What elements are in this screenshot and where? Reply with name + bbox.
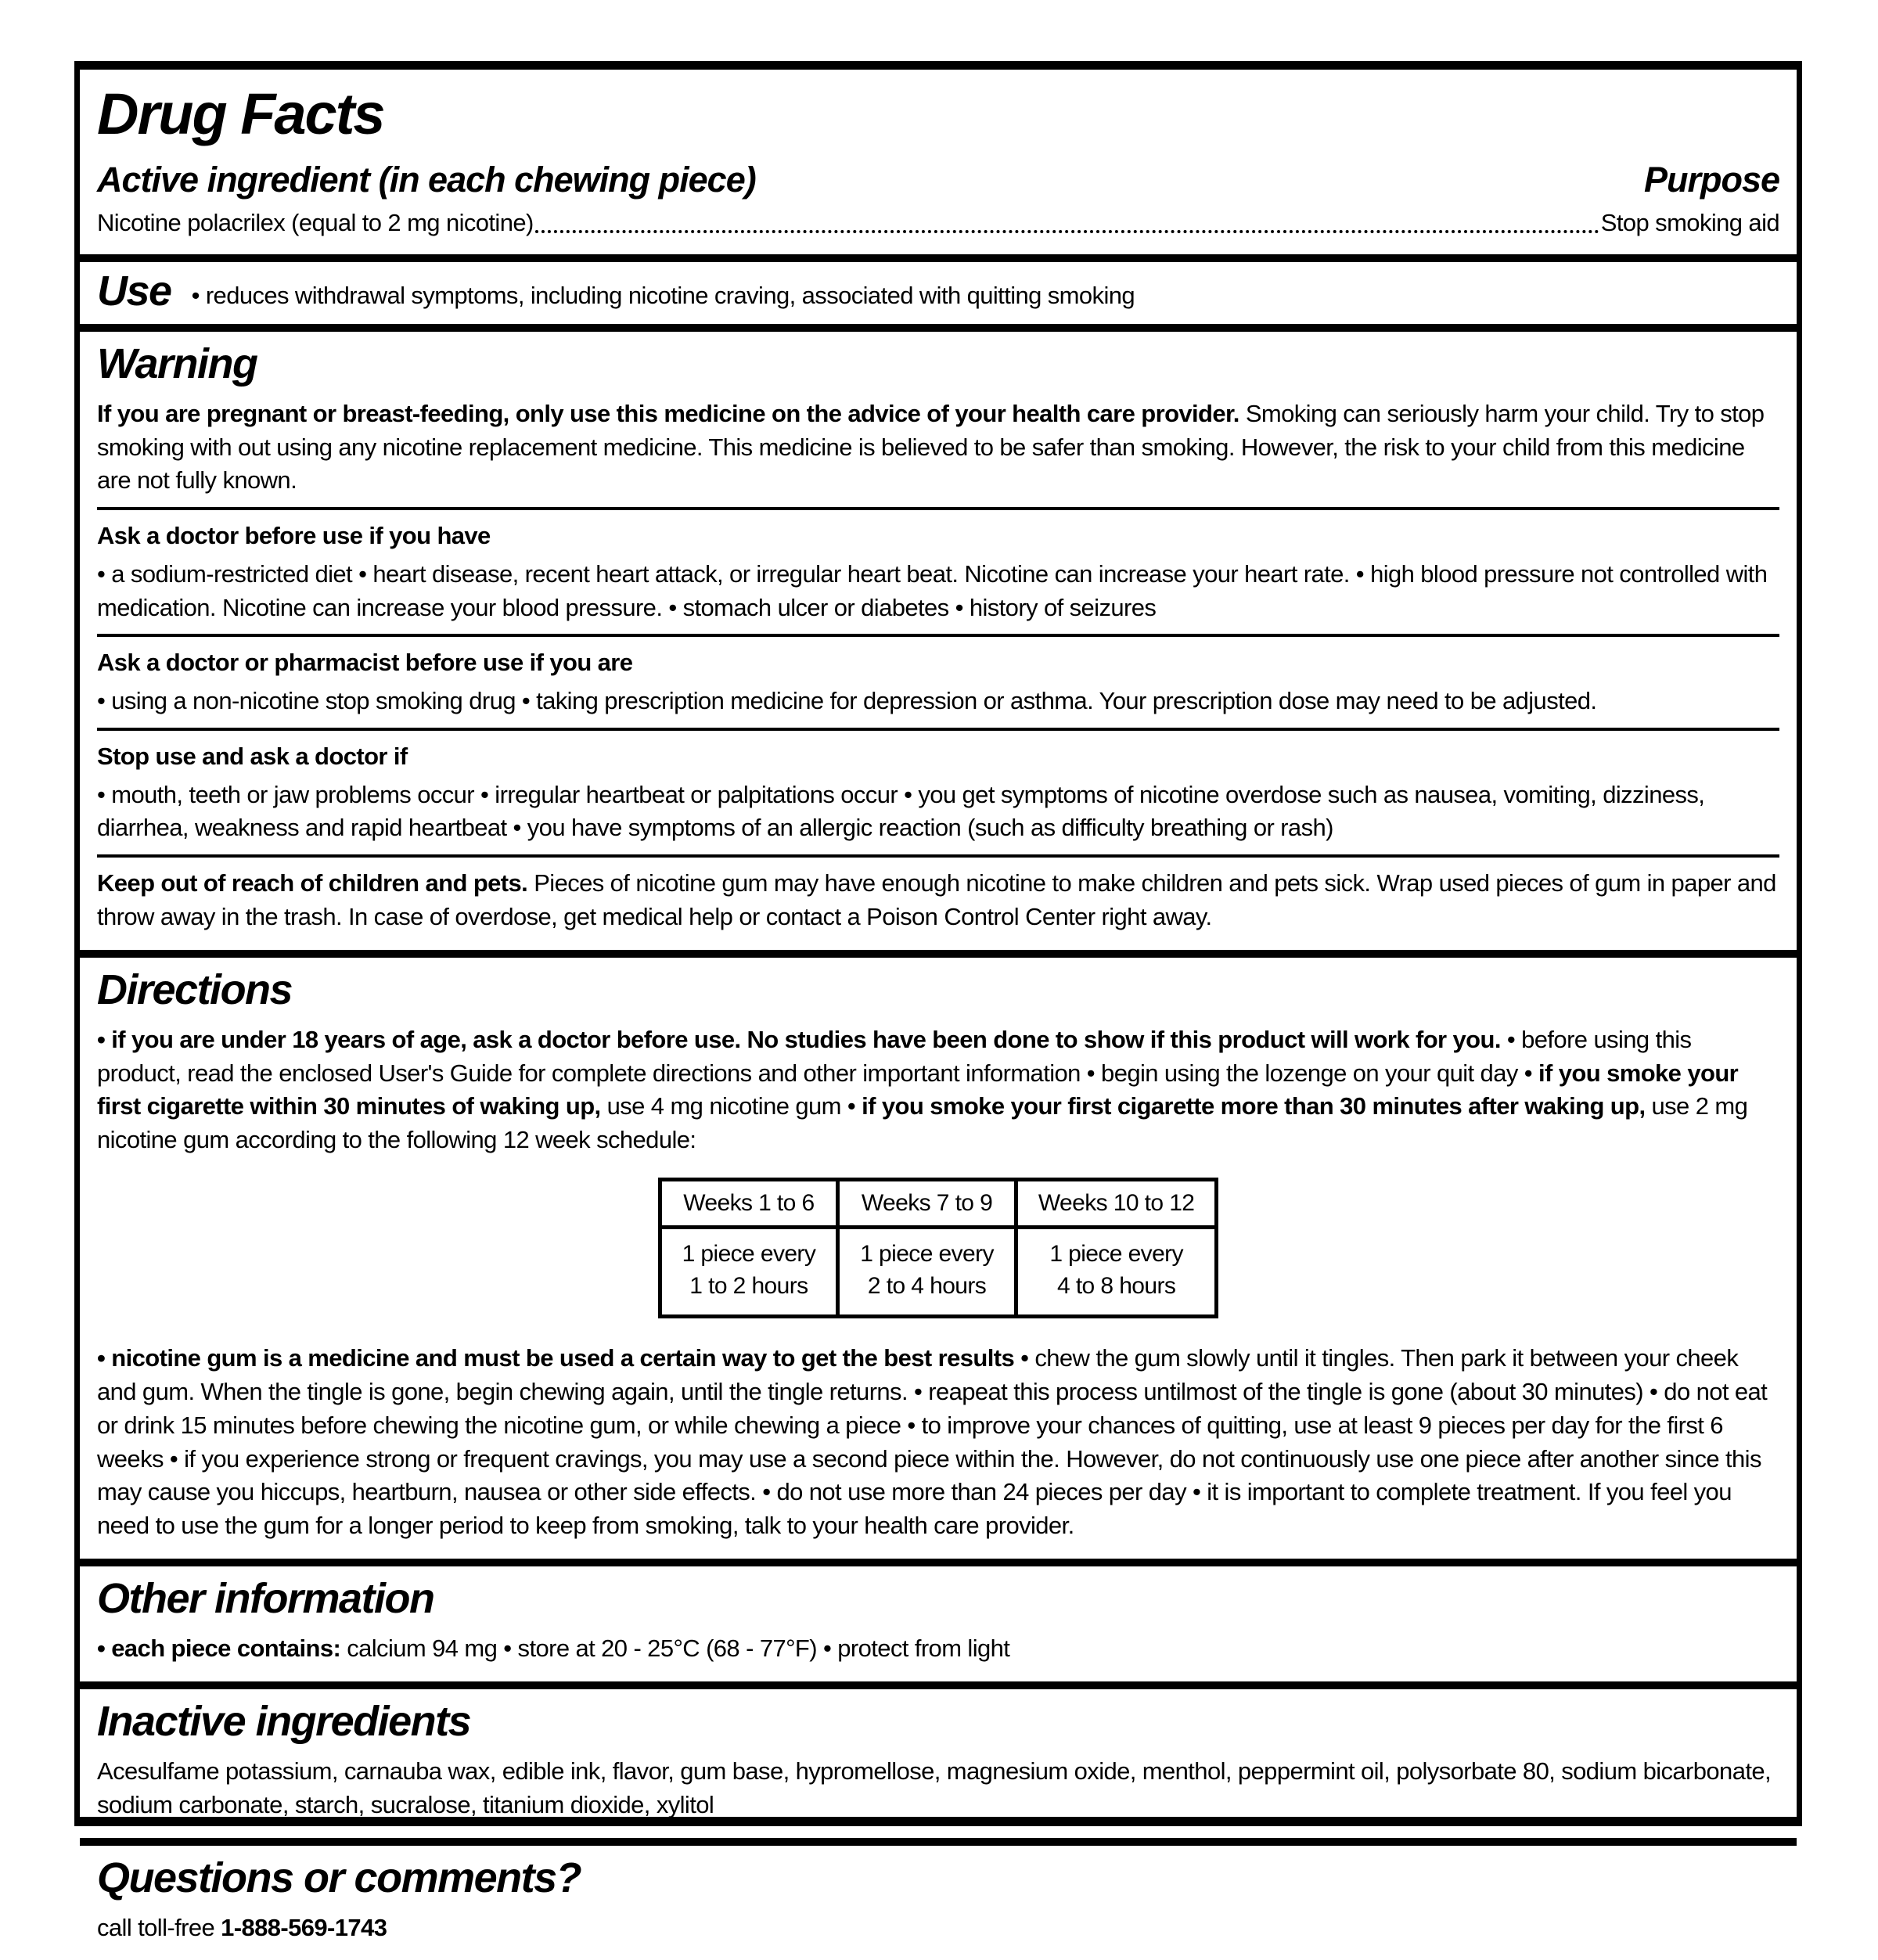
toll-free-label: call toll-free: [97, 1914, 221, 1941]
inactive-ingredients-text: Acesulfame potassium, carnauba wax, edible ink, flavor, gum base, hypromellose, magnesium oxide, menthol, peppermint oil, polysorbate 80, sodium bicarbonate, sodium carbonate, starch, sucralose, titanium dioxide, xylitol: [97, 1755, 1779, 1822]
schedule-cell-line: 1 piece every: [860, 1239, 994, 1271]
drug-facts-label: [74, 61, 1802, 1826]
section-directions: [80, 950, 1797, 1559]
section-questions: [80, 1838, 1797, 1960]
warning-pregnancy-paragraph: [97, 397, 1779, 498]
purpose-value: Stop smoking aid: [1601, 207, 1779, 240]
divider: [97, 507, 1779, 510]
schedule-col-header: Weeks 10 to 12: [1016, 1179, 1217, 1228]
other-information-bold: • each piece contains:: [97, 1635, 340, 1662]
dosing-schedule-table: [658, 1178, 1219, 1319]
directions-paragraph-1: [97, 1023, 1779, 1157]
toll-free-number: 1-888-569-1743: [221, 1914, 387, 1941]
keep-out-paragraph: [97, 867, 1779, 934]
stop-use-text: • mouth, teeth or jaw problems occur • irregular heartbeat or palpitations occur • you get symptoms of nicotine overdose such as nausea, vomiting, dizziness, diarrhea, weakness and rapid heartbeat • you have symptoms of an allergic reaction (such as difficulty breathing or rash): [97, 779, 1779, 846]
directions-p1-text-3: use 2 mg nicotine gum according to the following 12 week schedule:: [97, 1092, 1747, 1153]
section-active-ingredient: [80, 70, 1797, 254]
page-title: Drug Facts: [97, 77, 1779, 145]
schedule-cell-line: 1 to 2 hours: [682, 1271, 816, 1303]
active-ingredient-name: Nicotine polacrilex (equal to 2 mg nicotine): [97, 207, 534, 240]
schedule-cell-line: 4 to 8 hours: [1038, 1271, 1195, 1303]
directions-heading: Directions: [97, 966, 1779, 1014]
other-information-heading: Other information: [97, 1574, 1779, 1623]
active-ingredient-row: [97, 207, 1779, 240]
schedule-cell: [1016, 1228, 1217, 1317]
directions-p2-bold: • nicotine gum is a medicine and must be used a certain way to get the best results: [97, 1344, 1014, 1372]
schedule-col-header: Weeks 1 to 6: [660, 1179, 838, 1228]
warning-heading: Warning: [97, 340, 1779, 388]
questions-paragraph: [97, 1911, 1779, 1945]
other-information-paragraph: [97, 1632, 1779, 1666]
stop-use-heading: Stop use and ask a doctor if: [97, 740, 1779, 774]
keep-out-bold: Keep out of reach of children and pets.: [97, 869, 527, 897]
schedule-cell-line: 2 to 4 hours: [860, 1271, 994, 1303]
schedule-body-row: [660, 1228, 1217, 1317]
section-inactive-ingredients: [80, 1681, 1797, 1838]
divider: [97, 854, 1779, 858]
active-ingredient-heading: Active ingredient (in each chewing piece): [97, 160, 756, 200]
use-heading: Use: [97, 268, 171, 315]
directions-p1-bold-2: if you smoke your first cigarette within 30 minutes of waking up,: [97, 1059, 1738, 1120]
section-other-information: [80, 1559, 1797, 1681]
keep-out-text: Pieces of nicotine gum may have enough nicotine to make children and pets sick. Wrap used pieces of gum in paper and throw away in the trash. In case of overdose, get medical help or contact a Poison Control Center right away.: [97, 869, 1776, 930]
schedule-cell: [660, 1228, 838, 1317]
questions-heading: Questions or comments?: [97, 1854, 1779, 1902]
directions-p1-text-1: • before using this product, read the enclosed User's Guide for complete directions and other important information • begin using the lozenge on your quit day •: [97, 1026, 1691, 1087]
other-information-text: calcium 94 mg • store at 20 - 25°C (68 - 77°F) • protect from light: [340, 1635, 1009, 1662]
dosing-schedule-wrap: [97, 1178, 1779, 1319]
divider: [97, 728, 1779, 731]
dotted-leader: [535, 230, 1599, 233]
schedule-cell: [838, 1228, 1016, 1317]
warning-pregnancy-text: Smoking can seriously harm your child. Try to stop smoking with out using any nicotine replacement medicine. This medicine is believed to be safer than smoking. However, the risk to your child from this medicine are not fully known.: [97, 400, 1764, 494]
ask-doctor-pharmacist-heading: Ask a doctor or pharmacist before use if you are: [97, 646, 1779, 680]
divider: [97, 634, 1779, 637]
ask-doctor-heading: Ask a doctor before use if you have: [97, 520, 1779, 553]
schedule-col-header: Weeks 7 to 9: [838, 1179, 1016, 1228]
schedule-cell-line: 1 piece every: [682, 1239, 816, 1271]
ask-doctor-pharmacist-text: • using a non-nicotine stop smoking drug • taking prescription medicine for depression or asthma. Your prescription dose may need to be adjusted.: [97, 685, 1779, 718]
use-text: • reduces withdrawal symptoms, including nicotine craving, associated with quitting smoking: [192, 282, 1135, 309]
section-use: [80, 254, 1797, 324]
section-warning: [80, 324, 1797, 950]
schedule-header-row: [660, 1179, 1217, 1228]
directions-p1-bold-3: if you smoke your first cigarette more than 30 minutes after waking up,: [862, 1092, 1645, 1120]
directions-p1-bold-1: • if you are under 18 years of age, ask a doctor before use. No studies have been done to show if this product will work for you.: [97, 1026, 1501, 1053]
inactive-ingredients-heading: Inactive ingredients: [97, 1697, 1779, 1746]
active-ingredient-header-row: [97, 160, 1779, 200]
directions-p2-text: • chew the gum slowly until it tingles. Then park it between your cheek and gum. When the tingle is gone, begin chewing again, until the tingle returns. • reapeat this process untilmost of the tingle is gone (about 30 minutes) • do not eat or drink 15 minutes before chewing the nicotine gum, or while chewing a piece • to improve your chances of quitting, use at least 9 pieces per day for the first 6 weeks • if you experience strong or frequent cravings, you may use a second piece within the. However, do not continuously use one piece after another since this may cause you hiccups, heartburn, nausea or other side effects. • do not use more than 24 pieces per day • it is important to complete treatment. If you feel you need to use the gum for a longer period to keep from smoking, talk to your health care provider.: [97, 1344, 1767, 1539]
warning-pregnancy-bold: If you are pregnant or breast-feeding, only use this medicine on the advice of your health care provider.: [97, 400, 1239, 427]
schedule-cell-line: 1 piece every: [1038, 1239, 1195, 1271]
directions-p1-text-2: use 4 mg nicotine gum •: [601, 1092, 862, 1120]
directions-paragraph-2: [97, 1342, 1779, 1543]
purpose-heading: Purpose: [1644, 160, 1779, 200]
ask-doctor-text: • a sodium-restricted diet • heart disease, recent heart attack, or irregular heart beat. Nicotine can increase your heart rate. • high blood pressure not controlled with medication. Nicotine can increase your blood pressure. • stomach ulcer or diabetes • history of seizures: [97, 558, 1779, 625]
